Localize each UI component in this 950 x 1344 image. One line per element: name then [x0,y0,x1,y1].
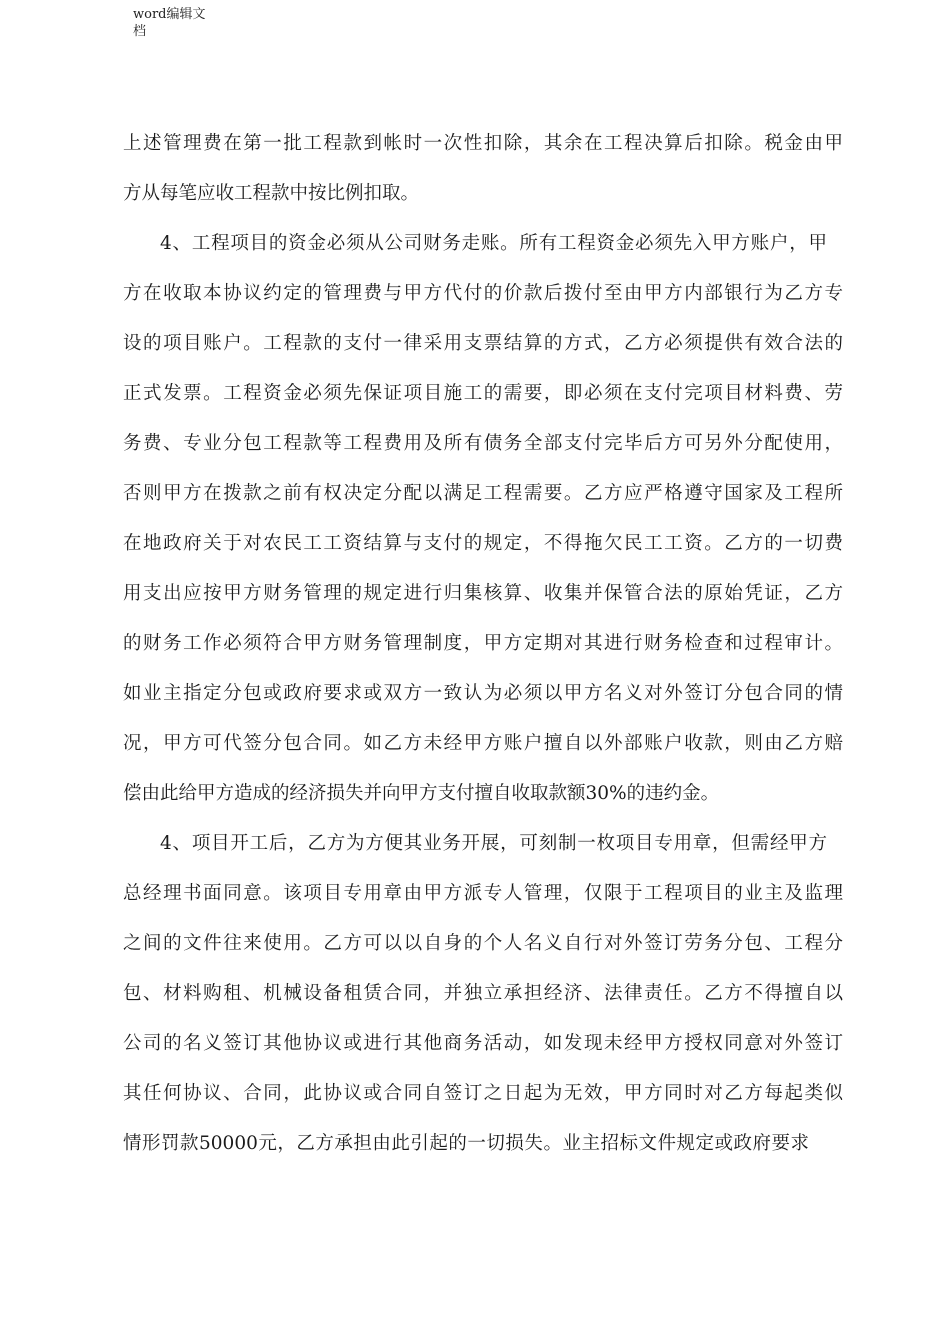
text-line: 否则甲方在拨款之前有权决定分配以满足工程需要。乙方应严格遵守国家及工程所 [123,483,843,504]
header-label [133,6,233,40]
text-line: 正式发票。工程资金必须先保证项目施工的需要，即必须在支付完项目材料费、劳 [123,383,843,404]
text-line: 偿由此给甲方造成的经济损失并向甲方支付擅自收取款额30%的违约金。 [123,783,720,804]
header-label-line1: word编辑文 [133,7,206,22]
text-line: 方从每笔应收工程款中按比例扣取。 [123,183,420,204]
paragraph-first-line: 4、项目开工后，乙方为方便其业务开展，可刻制一枚项目专用章，但需经甲方 [160,833,827,854]
text-line: 公司的名义签订其他协议或进行其他商务活动，如发现未经甲方授权同意对外签订 [123,1033,843,1054]
text-line: 上述管理费在第一批工程款到帐时一次性扣除，其余在工程决算后扣除。税金由甲 [123,133,843,154]
text-line: 包、材料购租、机械设备租赁合同，并独立承担经济、法律责任。乙方不得擅自以 [123,983,843,1004]
text-line: 的财务工作必须符合甲方财务管理制度，甲方定期对其进行财务检查和过程审计。 [123,633,843,654]
text-line: 务费、专业分包工程款等工程费用及所有债务全部支付完毕后方可另外分配使用， [123,433,843,454]
text-line: 设的项目账户。工程款的支付一律采用支票结算的方式，乙方必须提供有效合法的 [123,333,843,354]
text-line: 情形罚款50000元，乙方承担由此引起的一切损失。业主招标文件规定或政府要求 [123,1133,809,1154]
text-line: 总经理书面同意。该项目专用章由甲方派专人管理，仅限于工程项目的业主及监理 [123,883,843,904]
text-line: 如业主指定分包或政府要求或双方一致认为必须以甲方名义对外签订分包合同的情 [123,683,843,704]
header-label-line2: 档 [133,24,147,39]
text-line: 方在收取本协议约定的管理费与甲方代付的价款后拨付至由甲方内部银行为乙方专 [123,283,843,304]
text-line: 况，甲方可代签分包合同。如乙方未经甲方账户擅自以外部账户收款，则由乙方赔 [123,733,843,754]
text-line: 用支出应按甲方财务管理的规定进行归集核算、收集并保管合法的原始凭证，乙方 [123,583,843,604]
text-line: 其任何协议、合同，此协议或合同自签订之日起为无效，甲方同时对乙方每起类似 [123,1083,843,1104]
text-line: 在地政府关于对农民工工资结算与支付的规定，不得拖欠民工工资。乙方的一切费 [123,533,843,554]
text-line: 之间的文件往来使用。乙方可以以自身的个人名义自行对外签订劳务分包、工程分 [123,933,843,954]
paragraph-first-line: 4、工程项目的资金必须从公司财务走账。所有工程资金必须先入甲方账户，甲 [160,233,827,254]
